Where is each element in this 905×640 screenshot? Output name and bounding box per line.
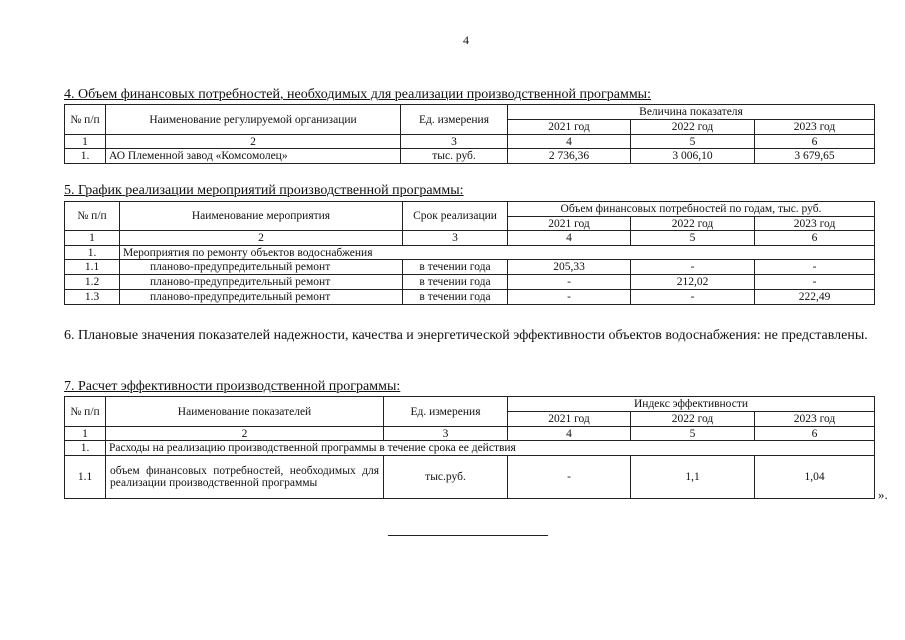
financial-needs-table — [64, 104, 875, 164]
index-cell: 1 — [65, 135, 106, 149]
row-num: 1. — [65, 149, 106, 164]
row-2023: 3 679,65 — [755, 149, 875, 164]
row-num: 1.1 — [65, 456, 106, 499]
closing-quote-mark: ». — [878, 487, 888, 502]
index-cell: 4 — [508, 231, 631, 246]
row-2021: 2 736,36 — [508, 149, 631, 164]
table-row — [65, 456, 875, 499]
table-row — [65, 260, 875, 275]
index-cell: 5 — [631, 231, 755, 246]
row-num: 1.3 — [65, 290, 120, 305]
row-name: планово-предупредительный ремонт — [120, 290, 403, 305]
row-2022: 1,1 — [631, 456, 755, 499]
group-num: 1. — [65, 246, 120, 260]
header-num: № п/п — [65, 202, 120, 231]
row-2023: - — [755, 275, 875, 290]
header-2023: 2023 год — [755, 217, 875, 231]
section-5-title: 5. График реализации мероприятий производственной программы: — [64, 183, 464, 198]
header-org: Наименование регулируемой организации — [106, 105, 401, 135]
header-name: Наименование мероприятия — [120, 202, 403, 231]
index-cell: 5 — [631, 135, 755, 149]
row-name: объем финансовых потребностей, необходимых для реализации производственной программы — [106, 456, 384, 499]
row-2022: 212,02 — [631, 275, 755, 290]
group-name: Мероприятия по ремонту объектов водоснабжения — [120, 246, 875, 260]
row-name: планово-предупредительный ремонт — [120, 275, 403, 290]
row-num: 1.2 — [65, 275, 120, 290]
row-term: в течении года — [403, 290, 508, 305]
index-cell: 1 — [65, 231, 120, 246]
row-2023: 222,49 — [755, 290, 875, 305]
index-cell: 1 — [65, 427, 106, 441]
row-2023: 1,04 — [755, 456, 875, 499]
group-row — [65, 441, 875, 456]
index-cell: 6 — [755, 427, 875, 441]
header-2022: 2022 год — [631, 120, 755, 135]
row-2023: - — [755, 260, 875, 275]
row-num: 1.1 — [65, 260, 120, 275]
header-2021: 2021 год — [508, 120, 631, 135]
row-2022: - — [631, 290, 755, 305]
header-unit: Ед. измерения — [401, 105, 508, 135]
row-unit: тыс. руб. — [401, 149, 508, 164]
header-2023: 2023 год — [755, 412, 875, 427]
header-2021: 2021 год — [508, 412, 631, 427]
row-unit: тыс.руб. — [384, 456, 508, 499]
row-2021: 205,33 — [508, 260, 631, 275]
row-2021: - — [508, 290, 631, 305]
index-cell: 2 — [106, 135, 401, 149]
index-row — [65, 231, 875, 246]
header-num: № п/п — [65, 105, 106, 135]
header-name: Наименование показателей — [106, 397, 384, 427]
row-term: в течении года — [403, 275, 508, 290]
separator-line — [388, 535, 548, 536]
index-row — [65, 135, 875, 149]
section-4-title: 4. Объем финансовых потребностей, необходимых для реализации производственной программы: — [64, 87, 651, 102]
header-value: Величина показателя — [508, 105, 875, 120]
row-2022: 3 006,10 — [631, 149, 755, 164]
index-row — [65, 427, 875, 441]
page-number: 4 — [463, 33, 469, 47]
index-cell: 3 — [403, 231, 508, 246]
header-num: № п/п — [65, 397, 106, 427]
header-index: Индекс эффективности — [508, 397, 875, 412]
group-num: 1. — [65, 441, 106, 456]
index-cell: 2 — [106, 427, 384, 441]
index-cell: 5 — [631, 427, 755, 441]
row-2021: - — [508, 275, 631, 290]
row-org: АО Племенной завод «Комсомолец» — [106, 149, 401, 164]
index-cell: 2 — [120, 231, 403, 246]
index-cell: 4 — [508, 135, 631, 149]
activities-schedule-table — [64, 201, 875, 305]
row-2021: - — [508, 456, 631, 499]
row-name: планово-предупредительный ремонт — [120, 260, 403, 275]
header-2023: 2023 год — [755, 120, 875, 135]
table-row — [65, 149, 875, 164]
table-row — [65, 275, 875, 290]
header-term: Срок реализации — [403, 202, 508, 231]
row-2022: - — [631, 260, 755, 275]
index-cell: 3 — [401, 135, 508, 149]
group-name: Расходы на реализацию производственной программы в течение срока ее действия — [106, 441, 875, 456]
section-7-title: 7. Расчет эффективности производственной программы: — [64, 379, 401, 394]
row-term: в течении года — [403, 260, 508, 275]
group-row — [65, 246, 875, 260]
table-row — [65, 290, 875, 305]
header-unit: Ед. измерения — [384, 397, 508, 427]
index-cell: 3 — [384, 427, 508, 441]
header-2021: 2021 год — [508, 217, 631, 231]
header-2022: 2022 год — [631, 217, 755, 231]
header-2022: 2022 год — [631, 412, 755, 427]
index-cell: 6 — [755, 135, 875, 149]
header-volume: Объем финансовых потребностей по годам, тыс. руб. — [508, 202, 875, 217]
section-6-text: 6. Плановые значения показателей надежности, качества и энергетической эффективности объектов водоснабжения: не представлены. — [64, 328, 868, 343]
efficiency-table — [64, 396, 875, 499]
index-cell: 6 — [755, 231, 875, 246]
index-cell: 4 — [508, 427, 631, 441]
